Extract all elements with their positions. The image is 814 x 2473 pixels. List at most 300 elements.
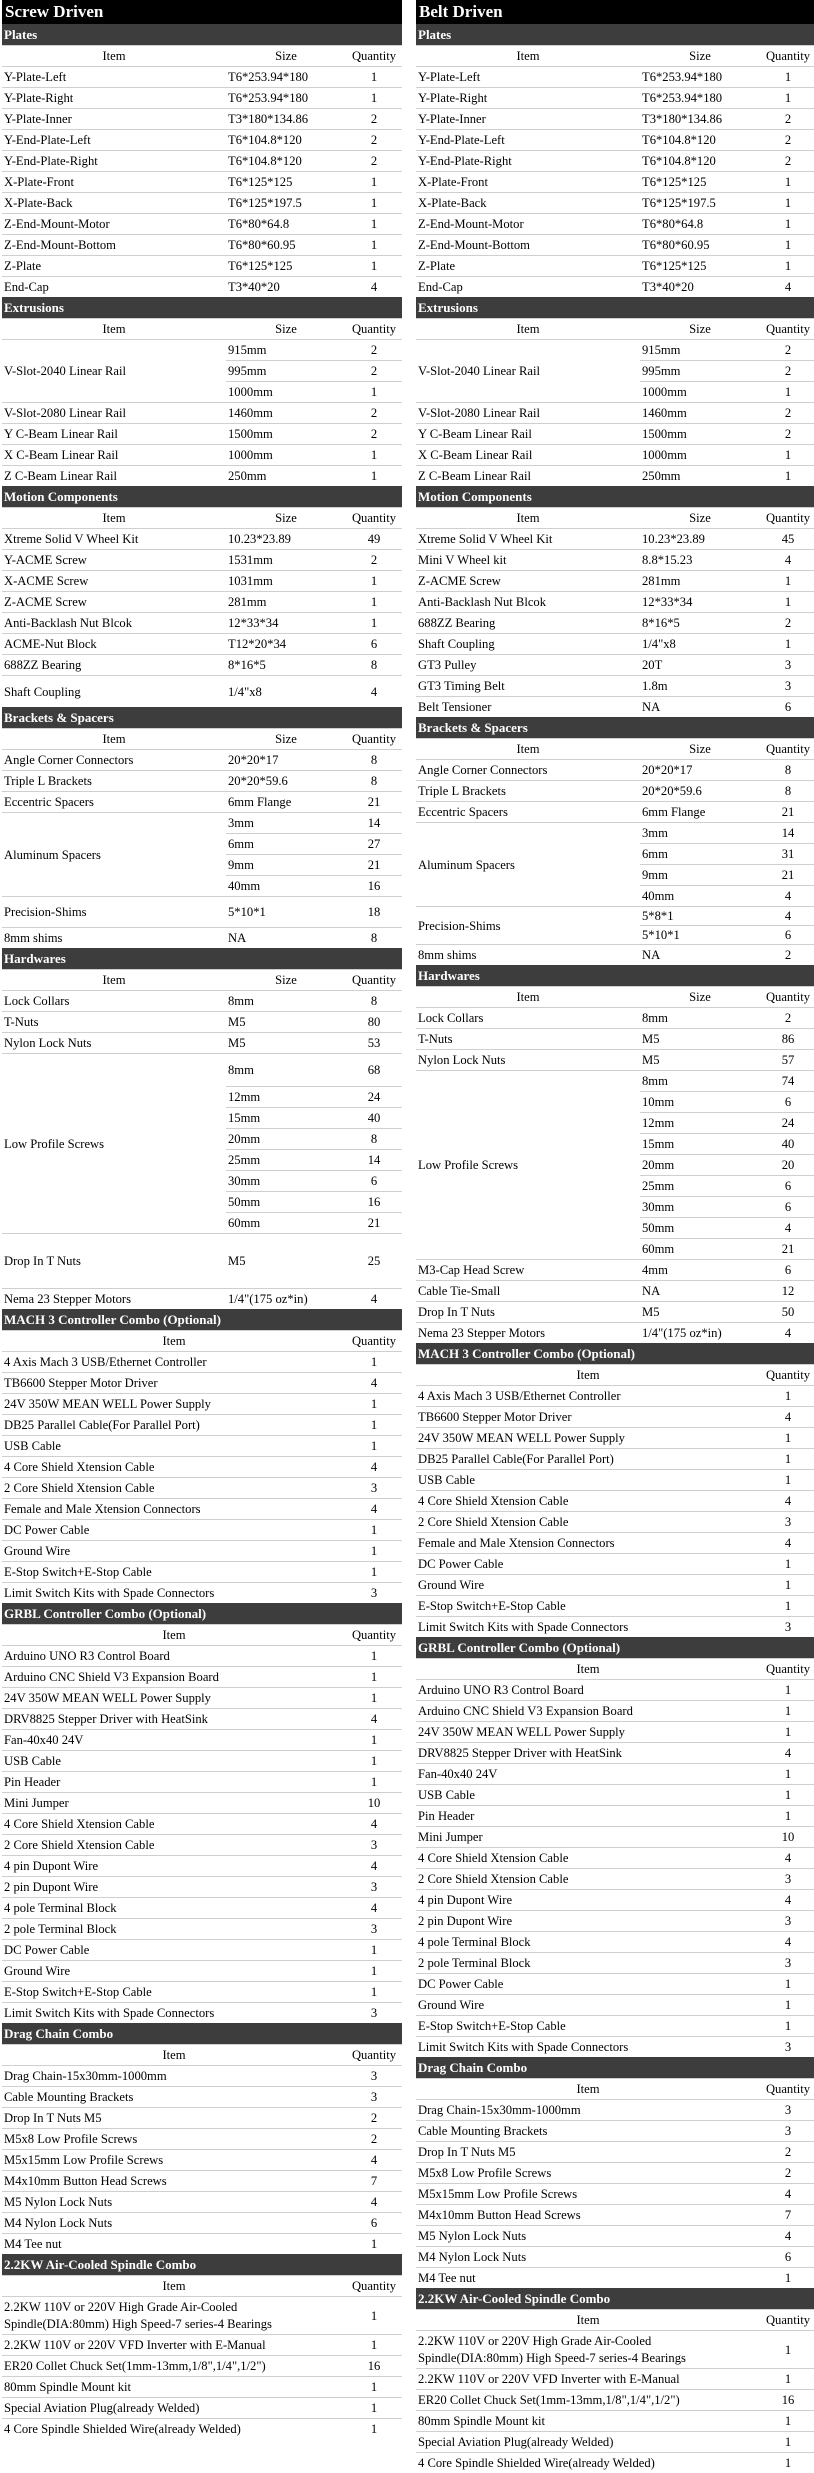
table-row xyxy=(416,945,814,966)
table-row xyxy=(2,1373,402,1394)
quantity-cell: 1 xyxy=(346,2419,402,2440)
table-row xyxy=(416,760,814,781)
table-row xyxy=(2,571,402,592)
quantity-cell: 1 xyxy=(346,2297,402,2335)
quantity-cell: 2 xyxy=(760,340,814,361)
item-cell: M4 Nylon Lock Nuts xyxy=(2,2213,346,2234)
table-row xyxy=(416,2331,814,2369)
table-row xyxy=(2,613,402,634)
table-row xyxy=(416,2142,814,2163)
column-header: Quantity xyxy=(760,1365,814,1386)
column-header: Item xyxy=(2,729,226,750)
item-cell: Drop In T Nuts xyxy=(416,1302,640,1323)
table-row xyxy=(2,88,402,109)
item-cell: TB6600 Stepper Motor Driver xyxy=(416,1407,760,1428)
column-title: Belt Driven xyxy=(416,0,814,24)
quantity-cell: 4 xyxy=(346,2192,402,2213)
quantity-cell: 1 xyxy=(346,1730,402,1751)
size-cell: 12mm xyxy=(226,1087,346,1108)
column-header-row xyxy=(2,508,402,529)
table-row xyxy=(416,1974,814,1995)
section-header xyxy=(2,708,402,729)
table-row xyxy=(2,1033,402,1054)
table-row xyxy=(416,214,814,235)
item-cell: M4 Tee nut xyxy=(2,2234,346,2255)
size-cell: 1000mm xyxy=(226,445,346,466)
item-cell: USB Cable xyxy=(416,1785,760,1806)
table-row xyxy=(416,1785,814,1806)
size-cell: 50mm xyxy=(226,1192,346,1213)
size-cell: T6*253.94*180 xyxy=(640,67,760,88)
quantity-cell: 6 xyxy=(760,1197,814,1218)
table-row xyxy=(416,1491,814,1512)
table-row xyxy=(2,1751,402,1772)
column-header: Quantity xyxy=(346,46,402,67)
item-cell: Anti-Backlash Nut Blcok xyxy=(416,592,640,613)
section-header xyxy=(2,2255,402,2276)
size-cell: 12*33*34 xyxy=(640,592,760,613)
size-cell: 8.8*15.23 xyxy=(640,550,760,571)
size-cell: T6*253.94*180 xyxy=(226,67,346,88)
table-row xyxy=(2,2171,402,2192)
column-header: Quantity xyxy=(346,1625,402,1646)
item-cell: Nema 23 Stepper Motors xyxy=(416,1323,640,1344)
quantity-cell: 16 xyxy=(346,2356,402,2377)
size-cell: 8mm xyxy=(226,991,346,1012)
size-cell: T6*104.8*120 xyxy=(226,130,346,151)
size-cell: 5*8*1 xyxy=(640,907,760,926)
column-header: Quantity xyxy=(760,739,814,760)
quantity-cell: 2 xyxy=(760,151,814,172)
section-title: Plates xyxy=(2,25,402,46)
size-cell: 15mm xyxy=(226,1108,346,1129)
item-cell: Belt Tensioner xyxy=(416,697,640,718)
quantity-cell: 8 xyxy=(346,991,402,1012)
section-header xyxy=(416,966,814,987)
size-cell: 1/4"x8 xyxy=(226,676,346,708)
item-cell: Y-End-Plate-Right xyxy=(416,151,640,172)
column-header: Quantity xyxy=(346,2276,402,2297)
column-header: Quantity xyxy=(346,508,402,529)
table-row xyxy=(416,1386,814,1407)
quantity-cell: 3 xyxy=(346,2003,402,2024)
item-cell: Ground Wire xyxy=(416,1995,760,2016)
table-row xyxy=(416,907,814,926)
item-cell: 4 pole Terminal Block xyxy=(2,1898,346,1919)
column-header: Item xyxy=(2,319,226,340)
column-header-row xyxy=(416,46,814,67)
quantity-cell: 1 xyxy=(346,2234,402,2255)
item-cell: Angle Corner Connectors xyxy=(2,750,226,771)
table-row xyxy=(416,823,814,844)
table-row xyxy=(2,1352,402,1373)
item-cell: DC Power Cable xyxy=(2,1520,346,1541)
size-cell: NA xyxy=(640,1281,760,1302)
item-cell: V-Slot-2040 Linear Rail xyxy=(416,340,640,403)
quantity-cell: 2 xyxy=(346,361,402,382)
size-cell: 3mm xyxy=(226,813,346,834)
column-header-row xyxy=(416,739,814,760)
size-cell: 8mm xyxy=(640,1071,760,1092)
table-row xyxy=(2,2087,402,2108)
item-cell: DB25 Parallel Cable(For Parallel Port) xyxy=(416,1449,760,1470)
section-title: Drag Chain Combo xyxy=(2,2024,402,2045)
table-row xyxy=(2,403,402,424)
quantity-cell: 1 xyxy=(346,1961,402,1982)
size-cell: 20mm xyxy=(640,1155,760,1176)
item-cell: M4 Nylon Lock Nuts xyxy=(416,2247,760,2268)
item-cell: Z C-Beam Linear Rail xyxy=(416,466,640,487)
size-cell: 1000mm xyxy=(640,445,760,466)
item-cell: End-Cap xyxy=(416,277,640,298)
size-cell: 20*20*59.6 xyxy=(640,781,760,802)
item-cell: 2 Core Shield Xtension Cable xyxy=(416,1869,760,1890)
item-cell: Lock Collars xyxy=(416,1008,640,1029)
quantity-cell: 2 xyxy=(346,109,402,130)
column-header: Item xyxy=(2,2276,346,2297)
column-header: Item xyxy=(416,2079,760,2100)
table-row xyxy=(416,1806,814,1827)
section-title: GRBL Controller Combo (Optional) xyxy=(416,1638,814,1659)
item-cell: DRV8825 Stepper Driver with HeatSink xyxy=(416,1743,760,1764)
table-row xyxy=(2,151,402,172)
item-cell: X-Plate-Back xyxy=(416,193,640,214)
section-header xyxy=(416,1638,814,1659)
size-cell: 9mm xyxy=(226,855,346,876)
size-cell: 20*20*59.6 xyxy=(226,771,346,792)
size-cell: NA xyxy=(226,928,346,949)
quantity-cell: 1 xyxy=(346,1520,402,1541)
quantity-cell: 1 xyxy=(760,214,814,235)
item-cell: Limit Switch Kits with Spade Connectors xyxy=(416,2037,760,2058)
table-row xyxy=(416,67,814,88)
size-cell: 250mm xyxy=(640,466,760,487)
table-row xyxy=(2,2356,402,2377)
column-header: Size xyxy=(226,46,346,67)
item-cell: Z-End-Mount-Motor xyxy=(2,214,226,235)
section-title: Extrusions xyxy=(2,298,402,319)
size-cell: 1/4"(175 oz*in) xyxy=(226,1289,346,1310)
column-header: Item xyxy=(2,508,226,529)
table-row xyxy=(416,340,814,361)
section-header xyxy=(416,487,814,508)
item-cell: M5x8 Low Profile Screws xyxy=(2,2129,346,2150)
item-cell: V-Slot-2040 Linear Rail xyxy=(2,340,226,403)
item-cell: Arduino UNO R3 Control Board xyxy=(2,1646,346,1667)
item-cell: 4 Axis Mach 3 USB/Ethernet Controller xyxy=(2,1352,346,1373)
size-cell: T12*20*34 xyxy=(226,634,346,655)
column-header: Item xyxy=(2,2045,346,2066)
item-cell: 4 pin Dupont Wire xyxy=(416,1890,760,1911)
item-cell: 2 pin Dupont Wire xyxy=(2,1877,346,1898)
table-row xyxy=(416,802,814,823)
item-cell: Cable Tie-Small xyxy=(416,1281,640,1302)
quantity-cell: 2 xyxy=(760,2142,814,2163)
table-row xyxy=(416,445,814,466)
size-cell: 1/4"x8 xyxy=(640,634,760,655)
item-cell: DC Power Cable xyxy=(416,1974,760,1995)
table-row xyxy=(416,1995,814,2016)
size-cell: 20T xyxy=(640,655,760,676)
size-cell: 6mm Flange xyxy=(226,792,346,813)
size-cell: 1/4"(175 oz*in) xyxy=(640,1323,760,1344)
quantity-cell: 4 xyxy=(760,1743,814,1764)
item-cell: 2 pin Dupont Wire xyxy=(416,1911,760,1932)
item-cell: 2 pole Terminal Block xyxy=(2,1919,346,1940)
table-row xyxy=(2,2419,402,2440)
table-row xyxy=(416,1554,814,1575)
table-row xyxy=(416,1575,814,1596)
item-cell: Precision-Shims xyxy=(416,907,640,945)
item-cell: E-Stop Switch+E-Stop Cable xyxy=(416,1596,760,1617)
size-cell: M5 xyxy=(640,1029,760,1050)
item-cell: X C-Beam Linear Rail xyxy=(2,445,226,466)
column-header: Quantity xyxy=(760,987,814,1008)
item-cell: 2 pole Terminal Block xyxy=(416,1953,760,1974)
item-cell: V-Slot-2080 Linear Rail xyxy=(416,403,640,424)
quantity-cell: 3 xyxy=(346,1583,402,1604)
quantity-cell: 16 xyxy=(346,876,402,897)
table-row xyxy=(416,781,814,802)
size-cell: T6*80*64.8 xyxy=(640,214,760,235)
item-cell: Z-Plate xyxy=(2,256,226,277)
size-cell: 1500mm xyxy=(226,424,346,445)
item-cell: 4 Core Shield Xtension Cable xyxy=(416,1848,760,1869)
quantity-cell: 4 xyxy=(760,2226,814,2247)
quantity-cell: 1 xyxy=(346,1394,402,1415)
table-row xyxy=(2,109,402,130)
quantity-cell: 16 xyxy=(760,2390,814,2411)
item-cell: Special Aviation Plug(already Welded) xyxy=(416,2432,760,2453)
quantity-cell: 1 xyxy=(346,1772,402,1793)
quantity-cell: 1 xyxy=(760,1596,814,1617)
size-cell: 915mm xyxy=(640,340,760,361)
quantity-cell: 12 xyxy=(760,1281,814,1302)
quantity-cell: 1 xyxy=(760,235,814,256)
item-cell: Eccentric Spacers xyxy=(2,792,226,813)
item-cell: Y-Plate-Left xyxy=(416,67,640,88)
item-cell: Y-Plate-Inner xyxy=(416,109,640,130)
quantity-cell: 1 xyxy=(346,445,402,466)
item-cell: TB6600 Stepper Motor Driver xyxy=(2,1373,346,1394)
size-cell: 995mm xyxy=(640,361,760,382)
table-row xyxy=(2,2297,402,2335)
table-row xyxy=(2,1234,402,1289)
quantity-cell: 8 xyxy=(760,781,814,802)
quantity-cell: 8 xyxy=(346,771,402,792)
quantity-cell: 1 xyxy=(346,592,402,613)
table-row xyxy=(416,1302,814,1323)
item-cell: Fan-40x40 24V xyxy=(2,1730,346,1751)
quantity-cell: 1 xyxy=(760,2369,814,2390)
size-cell: 1500mm xyxy=(640,424,760,445)
table-row xyxy=(2,2335,402,2356)
size-cell: 20*20*17 xyxy=(226,750,346,771)
quantity-cell: 1 xyxy=(346,382,402,403)
column-header-row xyxy=(2,1331,402,1352)
column-header: Item xyxy=(416,46,640,67)
quantity-cell: 4 xyxy=(760,1848,814,1869)
table-row xyxy=(2,676,402,708)
quantity-cell: 4 xyxy=(760,550,814,571)
table-row xyxy=(416,1680,814,1701)
item-cell: Angle Corner Connectors xyxy=(416,760,640,781)
item-cell: Z C-Beam Linear Rail xyxy=(2,466,226,487)
quantity-cell: 1 xyxy=(760,1386,814,1407)
item-cell: 80mm Spindle Mount kit xyxy=(416,2411,760,2432)
size-cell: 1000mm xyxy=(226,382,346,403)
item-cell: 4 Core Shield Xtension Cable xyxy=(416,1491,760,1512)
size-cell: 1031mm xyxy=(226,571,346,592)
item-cell: 4 Core Spindle Shielded Wire(already Welded) xyxy=(2,2419,346,2440)
section-header xyxy=(2,25,402,46)
section-header xyxy=(416,2289,814,2310)
column-header: Quantity xyxy=(346,1331,402,1352)
table-row xyxy=(2,1856,402,1877)
size-cell: T6*104.8*120 xyxy=(226,151,346,172)
table-row xyxy=(2,1877,402,1898)
item-cell: 24V 350W MEAN WELL Power Supply xyxy=(2,1688,346,1709)
item-cell: X-Plate-Front xyxy=(2,172,226,193)
table-row xyxy=(2,1478,402,1499)
table-row xyxy=(2,1436,402,1457)
size-cell: NA xyxy=(640,697,760,718)
size-cell: T6*253.94*180 xyxy=(640,88,760,109)
table-row xyxy=(416,2226,814,2247)
quantity-cell: 1 xyxy=(346,1436,402,1457)
item-cell: X-Plate-Front xyxy=(416,172,640,193)
quantity-cell: 1 xyxy=(760,2268,814,2289)
size-cell: T6*253.94*180 xyxy=(226,88,346,109)
table-row xyxy=(416,1722,814,1743)
column-header: Size xyxy=(640,319,760,340)
quantity-cell: 8 xyxy=(760,760,814,781)
table-row xyxy=(2,1898,402,1919)
item-cell: Female and Male Xtension Connectors xyxy=(416,1533,760,1554)
section-title: Brackets & Spacers xyxy=(2,708,402,729)
item-cell: Y-Plate-Right xyxy=(416,88,640,109)
column-header: Quantity xyxy=(760,2079,814,2100)
item-cell: Nylon Lock Nuts xyxy=(416,1050,640,1071)
section-header xyxy=(2,1604,402,1625)
item-cell: Low Profile Screws xyxy=(2,1054,226,1234)
table-row xyxy=(2,1835,402,1856)
quantity-cell: 2 xyxy=(760,2163,814,2184)
quantity-cell: 1 xyxy=(760,592,814,613)
table-row xyxy=(2,1457,402,1478)
quantity-cell: 1 xyxy=(346,1688,402,1709)
quantity-cell: 1 xyxy=(346,1940,402,1961)
quantity-cell: 21 xyxy=(346,1213,402,1234)
table-row xyxy=(2,1415,402,1436)
quantity-cell: 2 xyxy=(760,403,814,424)
column-header: Item xyxy=(416,1365,760,1386)
table-row xyxy=(2,1054,402,1087)
item-cell: Eccentric Spacers xyxy=(416,802,640,823)
quantity-cell: 50 xyxy=(760,1302,814,1323)
quantity-cell: 3 xyxy=(346,1835,402,1856)
size-cell: 60mm xyxy=(640,1239,760,1260)
table-row xyxy=(416,1596,814,1617)
section-title: Plates xyxy=(416,25,814,46)
item-cell: M4x10mm Button Head Screws xyxy=(416,2205,760,2226)
quantity-cell: 8 xyxy=(346,1129,402,1150)
table-row xyxy=(2,2066,402,2087)
item-cell: E-Stop Switch+E-Stop Cable xyxy=(2,1982,346,2003)
size-cell: 8*16*5 xyxy=(226,655,346,676)
quantity-cell: 1 xyxy=(760,466,814,487)
size-cell: T3*180*134.86 xyxy=(640,109,760,130)
table-row xyxy=(416,2411,814,2432)
item-cell: 4 Core Shield Xtension Cable xyxy=(2,1814,346,1835)
quantity-cell: 3 xyxy=(760,1911,814,1932)
section-title: GRBL Controller Combo (Optional) xyxy=(2,1604,402,1625)
size-cell: 995mm xyxy=(226,361,346,382)
quantity-cell: 1 xyxy=(760,1701,814,1722)
size-cell: 20*20*17 xyxy=(640,760,760,781)
quantity-cell: 40 xyxy=(346,1108,402,1129)
column-header: Size xyxy=(640,508,760,529)
table-row xyxy=(2,592,402,613)
table-row xyxy=(416,1953,814,1974)
item-cell: Nema 23 Stepper Motors xyxy=(2,1289,226,1310)
parts-table xyxy=(416,24,814,2473)
quantity-cell: 1 xyxy=(760,1470,814,1491)
item-cell: 8mm shims xyxy=(416,945,640,966)
quantity-cell: 1 xyxy=(346,466,402,487)
quantity-cell: 3 xyxy=(760,1617,814,1638)
item-cell: X-Plate-Back xyxy=(2,193,226,214)
item-cell: Drop In T Nuts xyxy=(2,1234,226,1289)
column-header: Quantity xyxy=(346,970,402,991)
quantity-cell: 1 xyxy=(346,1646,402,1667)
item-cell: M5x15mm Low Profile Screws xyxy=(2,2150,346,2171)
table-row xyxy=(416,676,814,697)
quantity-cell: 3 xyxy=(346,1478,402,1499)
quantity-cell: 4 xyxy=(346,277,402,298)
table-row xyxy=(416,529,814,550)
item-cell: M4 Tee nut xyxy=(416,2268,760,2289)
table-row xyxy=(2,1562,402,1583)
table-row xyxy=(2,214,402,235)
table-row xyxy=(416,1890,814,1911)
quantity-cell: 1 xyxy=(760,571,814,592)
column-header-row xyxy=(2,1625,402,1646)
table-row xyxy=(2,1289,402,1310)
table-row xyxy=(2,2192,402,2213)
size-cell: 10mm xyxy=(640,1092,760,1113)
quantity-cell: 2 xyxy=(760,1008,814,1029)
size-cell: 12*33*34 xyxy=(226,613,346,634)
item-cell: 24V 350W MEAN WELL Power Supply xyxy=(2,1394,346,1415)
table-row xyxy=(2,813,402,834)
quantity-cell: 3 xyxy=(760,2037,814,2058)
item-cell: 2 Core Shield Xtension Cable xyxy=(2,1835,346,1856)
column-header: Quantity xyxy=(346,319,402,340)
quantity-cell: 1 xyxy=(346,1982,402,2003)
table-row xyxy=(2,1730,402,1751)
size-cell: T6*125*125 xyxy=(226,256,346,277)
item-cell: Limit Switch Kits with Spade Connectors xyxy=(416,1617,760,1638)
table-row xyxy=(416,151,814,172)
quantity-cell: 4 xyxy=(760,1533,814,1554)
item-cell: M5x15mm Low Profile Screws xyxy=(416,2184,760,2205)
column-header-row xyxy=(2,729,402,750)
table-row xyxy=(416,235,814,256)
table-row xyxy=(2,1772,402,1793)
item-cell: 2.2KW 110V or 220V VFD Inverter with E-Manual xyxy=(2,2335,346,2356)
size-cell: 9mm xyxy=(640,865,760,886)
